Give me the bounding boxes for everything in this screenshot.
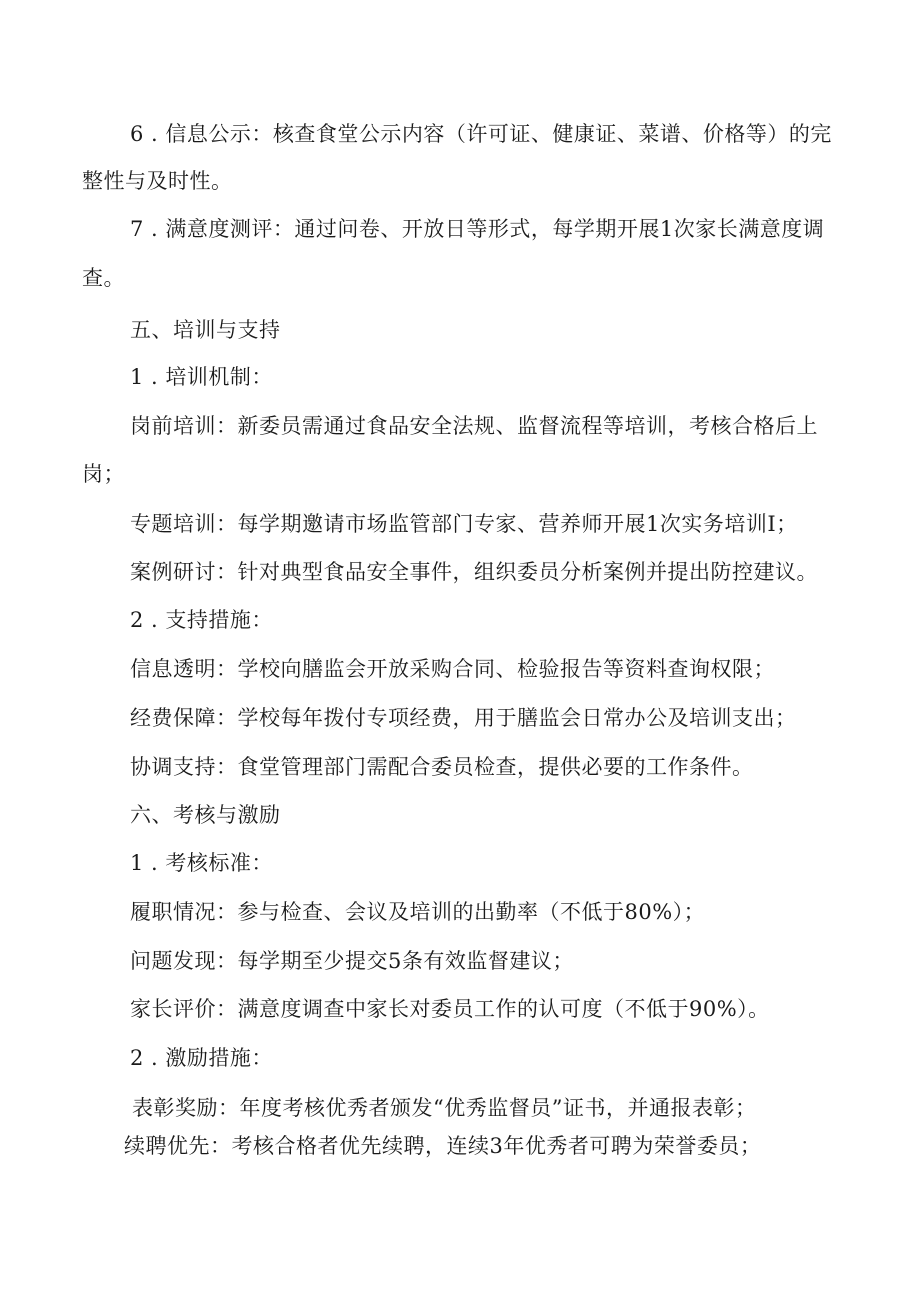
coordination-line: 协调支持：食堂管理部门需配合委员检查，提供必要的工作条件。 [130, 755, 754, 779]
section-6-heading: 六、考核与激励 [130, 803, 281, 827]
special-training-line: 专题培训：每学期邀请市场监管部门专家、营养师开展1次实务培训I； [130, 512, 798, 536]
commendation-line: 表彰奖励：年度考核优秀者颁发“优秀监督员”证书，并通报表彰； [132, 1096, 757, 1120]
item-7-satisfaction-line2: 查。 [82, 266, 125, 290]
section-5-heading: 五、培训与支持 [130, 318, 281, 342]
item-6-info-disclosure-line1: 6 . 信息公示：核查食堂公示内容（许可证、健康证、菜谱、价格等）的完 [130, 122, 832, 146]
duty-performance-line: 履职情况：参与检查、会议及培训的出勤率（不低于80%）； [130, 900, 706, 924]
parent-evaluation-line: 家长评价：满意度调查中家长对委员工作的认可度（不低于90%）。 [130, 997, 770, 1021]
item-7-satisfaction-line1: 7 . 满意度测评：通过问卷、开放日等形式，每学期开展1次家长满意度调 [130, 217, 825, 241]
funding-line: 经费保障：学校每年拨付专项经费，用于膳监会日常办公及培训支出； [130, 706, 797, 730]
info-transparency-line: 信息透明：学校向膳监会开放采购合同、检验报告等资料查询权限； [130, 657, 775, 681]
renewal-priority-line: 续聘优先：考核合格者优先续聘，连续3年优秀者可聘为荣誉委员； [124, 1134, 762, 1158]
assessment-standard-heading: 1 . 考核标准： [130, 851, 273, 875]
pre-job-training-line1: 岗前培训：新委员需通过食品安全法规、监督流程等培训，考核合格后上 [130, 414, 818, 438]
pre-job-training-line2: 岗； [82, 462, 125, 486]
incentive-measures-heading: 2 . 激励措施： [130, 1046, 273, 1070]
problem-discovery-line: 问题发现：每学期至少提交5条有效监督建议； [130, 949, 574, 973]
case-study-line: 案例研讨：针对典型食品安全事件，组织委员分析案例并提出防控建议。 [130, 560, 818, 584]
support-measures-heading: 2 . 支持措施： [130, 608, 273, 632]
training-mechanism-heading: 1 . 培训机制： [130, 365, 273, 389]
item-6-info-disclosure-line2: 整性与及时性。 [82, 169, 233, 193]
